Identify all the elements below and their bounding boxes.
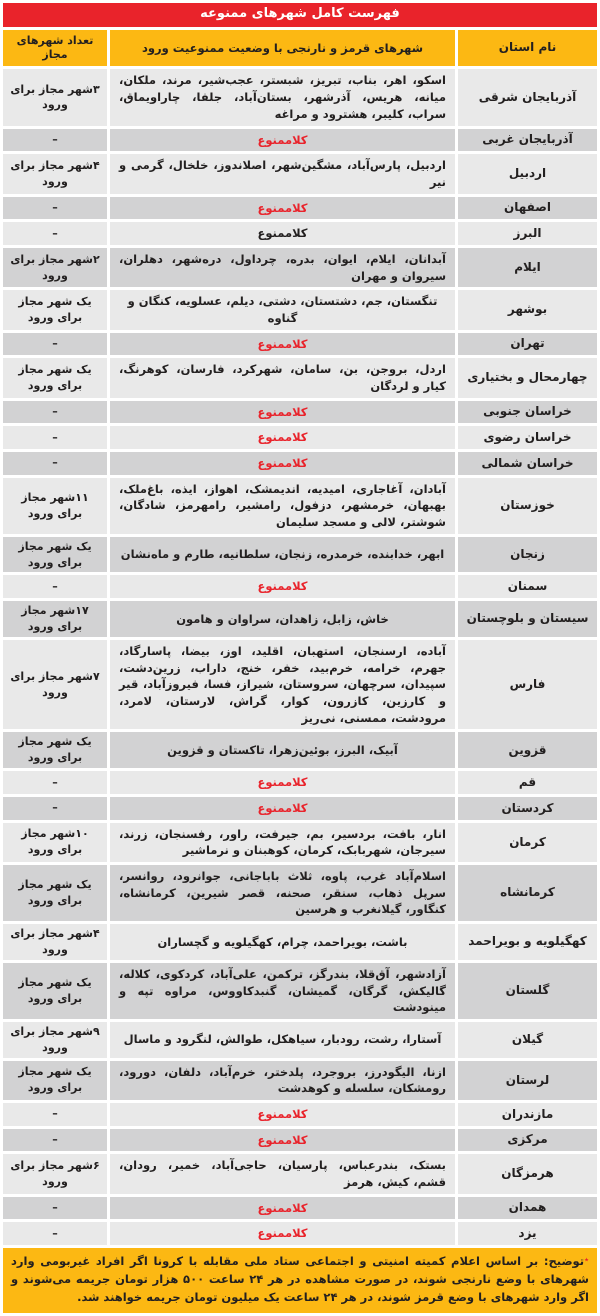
province-name: خوزستان xyxy=(458,478,597,534)
allowed-count: – xyxy=(3,129,107,152)
province-name: گیلان xyxy=(458,1022,597,1058)
province-name: ایلام xyxy=(458,248,597,287)
cities-list: کلاممنوع xyxy=(110,452,455,475)
province-name: کردستان xyxy=(458,797,597,820)
allowed-count: یک شهر مجاز برای ورود xyxy=(3,1061,107,1100)
allowed-count: یک شهر مجاز برای ورود xyxy=(3,537,107,573)
allowed-count: ۲شهر مجاز برای ورود xyxy=(3,248,107,287)
table-row xyxy=(3,358,597,397)
cities-list: آبدانان، ایلام، ایوان، بدره، چرداول، دره‌شهر، دهلران، سیروان و مهران xyxy=(110,248,455,287)
province-name: آذربایجان شرقی xyxy=(458,69,597,125)
cities-list: آستارا، رشت، رودبار، سیاهکل، طوالش، لنگرود و ماسال xyxy=(110,1022,455,1058)
cities-list: ابهر، خدابنده، خرمدره، زنجان، سلطانیه، طارم و ماه‌نشان xyxy=(110,537,455,573)
province-name: کهگیلویه و بویراحمد xyxy=(458,924,597,960)
cities-list: کلاممنوع xyxy=(110,575,455,598)
cities-list: اردبیل، پارس‌آباد، مشگین‌شهر، اصلاندوز، خلخال، گرمی و نیر xyxy=(110,154,455,193)
cities-list: آزادشهر، آق‌قلا، بندرگز، ترکمن، علی‌آباد، کردکوی، کلاله، گالیکش، گرگان، گمیشان، گنبدکاووس، مراوه تپه و مینودشت xyxy=(110,963,455,1019)
table-row xyxy=(3,575,597,598)
allowed-count: – xyxy=(3,1197,107,1220)
table-row xyxy=(3,222,597,245)
province-name: اردبیل xyxy=(458,154,597,193)
province-name: کرمان xyxy=(458,823,597,862)
cities-list: آبیک، البرز، بوئین‌زهرا، تاکستان و قزوین xyxy=(110,732,455,768)
allowed-count: ۴شهر مجاز برای ورود xyxy=(3,924,107,960)
table-body xyxy=(3,69,597,1245)
table-row xyxy=(3,797,597,820)
table-row xyxy=(3,129,597,152)
cities-list: کلاممنوع xyxy=(110,222,455,245)
province-name: مرکزی xyxy=(458,1129,597,1152)
cities-list: انار، بافت، بردسیر، بم، جیرفت، راور، رفسنجان، زرند، سیرجان، شهربابک، کرمان، کوهبنان و نرماشیر xyxy=(110,823,455,862)
table-row xyxy=(3,1197,597,1220)
province-name: خراسان شمالی xyxy=(458,452,597,475)
cities-list: کلاممنوع xyxy=(110,1222,455,1245)
footnote-text: توضیح: بر اساس اعلام کمیته امنیتی و اجتماعی ستاد ملی مقابله با کرونا اگر افراد غیربومی وارد شهرهای با وضع نارنجی شوند، در صورت مشاهده در هر ۲۴ ساعت ۵۰۰ هزار تومان جریمه می‌شوند و اگر وارد شهرهای با وضع قرمز شوند، در هر ۲۴ ساعت یک میلیون تومان جریمه خواهند شد. xyxy=(11,1254,589,1304)
province-name: زنجان xyxy=(458,537,597,573)
allowed-count: ۷شهر مجاز برای ورود xyxy=(3,640,107,729)
province-name: همدان xyxy=(458,1197,597,1220)
cities-list: آباده، ارسنجان، استهبان، اقلید، اوز، بیضا، پاسارگاد، جهرم، خرامه، خرم‌بید، خفر، خنج، داراب، زرین‌دشت، سپیدان، سرچهان، سروستان، شیراز، فسا، فیروزآباد، قیر و کارزین، کازرون، کوار، گراش، لارستان، لامرد، مرودشت، ممسنی، نی‌ریز xyxy=(110,640,455,729)
province-name: قم xyxy=(458,771,597,794)
allowed-count: یک شهر مجاز برای ورود xyxy=(3,290,107,329)
page-title: فهرست کامل شهرهای ممنوعه xyxy=(3,3,597,27)
province-name: لرستان xyxy=(458,1061,597,1100)
province-name: چهارمحال و بختیاری xyxy=(458,358,597,397)
cities-list: اردل، بروجن، بن، سامان، شهرکرد، فارسان، کوهرنگ، کیار و لردگان xyxy=(110,358,455,397)
cities-list: اسلام‌آباد غرب، پاوه، ثلاث باباجانی، جوانرود، روانسر، سرپل ذهاب، سنقر، صحنه، قصر شیرین، کرمانشاه، کنگاور، گیلانغرب و هرسین xyxy=(110,865,455,921)
province-name: یزد xyxy=(458,1222,597,1245)
table-row xyxy=(3,823,597,862)
province-name: هرمزگان xyxy=(458,1154,597,1193)
province-name: سمنان xyxy=(458,575,597,598)
allowed-count: ۳شهر مجاز برای ورود xyxy=(3,69,107,125)
allowed-count: ۴شهر مجاز برای ورود xyxy=(3,154,107,193)
province-name: آذربایجان غربی xyxy=(458,129,597,152)
table-row xyxy=(3,290,597,329)
table-row xyxy=(3,963,597,1019)
allowed-count: – xyxy=(3,222,107,245)
allowed-count: ۱۷شهر مجاز برای ورود xyxy=(3,601,107,637)
province-name: اصفهان xyxy=(458,197,597,220)
cities-list: کلاممنوع xyxy=(110,771,455,794)
cities-list: کلاممنوع xyxy=(110,1129,455,1152)
allowed-count: – xyxy=(3,426,107,449)
table-row xyxy=(3,732,597,768)
allowed-count: ۱۱شهر مجاز برای ورود xyxy=(3,478,107,534)
allowed-count: – xyxy=(3,333,107,356)
table-row xyxy=(3,601,597,637)
table-row xyxy=(3,1022,597,1058)
allowed-count: یک شهر مجاز برای ورود xyxy=(3,963,107,1019)
province-name: تهران xyxy=(458,333,597,356)
allowed-count: – xyxy=(3,1129,107,1152)
table-row xyxy=(3,248,597,287)
table-row xyxy=(3,478,597,534)
allowed-count: – xyxy=(3,1103,107,1126)
allowed-count: ۹شهر مجاز برای ورود xyxy=(3,1022,107,1058)
province-name: خراسان جنوبی xyxy=(458,401,597,424)
table-row xyxy=(3,452,597,475)
table-row xyxy=(3,69,597,125)
table-row xyxy=(3,154,597,193)
table-row xyxy=(3,640,597,729)
cities-list: کلاممنوع xyxy=(110,129,455,152)
footnote xyxy=(3,1248,597,1312)
table-row xyxy=(3,865,597,921)
footnote-asterisk: ٭ xyxy=(584,1255,589,1266)
table-row xyxy=(3,197,597,220)
province-name: البرز xyxy=(458,222,597,245)
cities-list: کلاممنوع xyxy=(110,426,455,449)
allowed-count: یک شهر مجاز برای ورود xyxy=(3,865,107,921)
cities-list: آبادان، آغاجاری، امیدیه، اندیمشک، اهواز، ایذه، باغ‌ملک، بهبهان، خرمشهر، دزفول، رامشیر، رامهرمز، شادگان، شوشتر، لالی و مسجد سلیمان xyxy=(110,478,455,534)
allowed-count: – xyxy=(3,575,107,598)
province-name: خراسان رضوی xyxy=(458,426,597,449)
province-name: قزوین xyxy=(458,732,597,768)
cities-list: ازنا، الیگودرز، بروجرد، پلدختر، خرم‌آباد، دلفان، دورود، رومشکان، سلسله و کوهدشت xyxy=(110,1061,455,1100)
cities-list: کلاممنوع xyxy=(110,1197,455,1220)
province-name: بوشهر xyxy=(458,290,597,329)
table-row xyxy=(3,1061,597,1100)
allowed-count: – xyxy=(3,401,107,424)
table-row xyxy=(3,1222,597,1245)
cities-list: بستک، بندرعباس، پارسیان، حاجی‌آباد، خمیر، رودان، قشم، کیش، هرمز xyxy=(110,1154,455,1193)
table-row xyxy=(3,333,597,356)
allowed-count: ۶شهر مجاز برای ورود xyxy=(3,1154,107,1193)
province-name: فارس xyxy=(458,640,597,729)
cities-list: کلاممنوع xyxy=(110,197,455,220)
table-row xyxy=(3,401,597,424)
allowed-count: یک شهر مجاز برای ورود xyxy=(3,358,107,397)
table-row xyxy=(3,1103,597,1126)
allowed-count: – xyxy=(3,797,107,820)
province-name: مازندران xyxy=(458,1103,597,1126)
allowed-count: – xyxy=(3,1222,107,1245)
cities-list: باشت، بویراحمد، چرام، کهگیلویه و گچساران xyxy=(110,924,455,960)
table-header xyxy=(3,30,597,67)
column-header-cities: شهرهای قرمز و نارنجی با وضعیت ممنوعیت ورود xyxy=(110,30,455,67)
column-header-province: نام استان xyxy=(458,30,597,67)
cities-list: کلاممنوع xyxy=(110,1103,455,1126)
cities-list: کلاممنوع xyxy=(110,333,455,356)
table-row xyxy=(3,426,597,449)
table-row xyxy=(3,1154,597,1193)
province-name: سیستان و بلوچستان xyxy=(458,601,597,637)
table-row xyxy=(3,924,597,960)
allowed-count: یک شهر مجاز برای ورود xyxy=(3,732,107,768)
table-row xyxy=(3,537,597,573)
province-name: گلستان xyxy=(458,963,597,1019)
allowed-count: – xyxy=(3,771,107,794)
allowed-count: – xyxy=(3,197,107,220)
cities-list: اسکو، اهر، بناب، تبریز، شبستر، عجب‌شیر، مرند، ملکان، میانه، هریس، آذرشهر، بستان‌آباد، جلفا، چاراویماق، سراب، کلیبر، هشترود و مراغه xyxy=(110,69,455,125)
province-name: کرمانشاه xyxy=(458,865,597,921)
cities-list: کلاممنوع xyxy=(110,797,455,820)
cities-list: خاش، زابل، زاهدان، سراوان و هامون xyxy=(110,601,455,637)
cities-list: تنگستان، جم، دشتستان، دشتی، دیلم، عسلویه، کنگان و گناوه xyxy=(110,290,455,329)
allowed-count: – xyxy=(3,452,107,475)
column-header-allowed-count: تعداد شهرهای مجاز xyxy=(3,30,107,67)
table-row xyxy=(3,1129,597,1152)
cities-list: کلاممنوع xyxy=(110,401,455,424)
table-row xyxy=(3,771,597,794)
allowed-count: ۱۰شهر مجاز برای ورود xyxy=(3,823,107,862)
